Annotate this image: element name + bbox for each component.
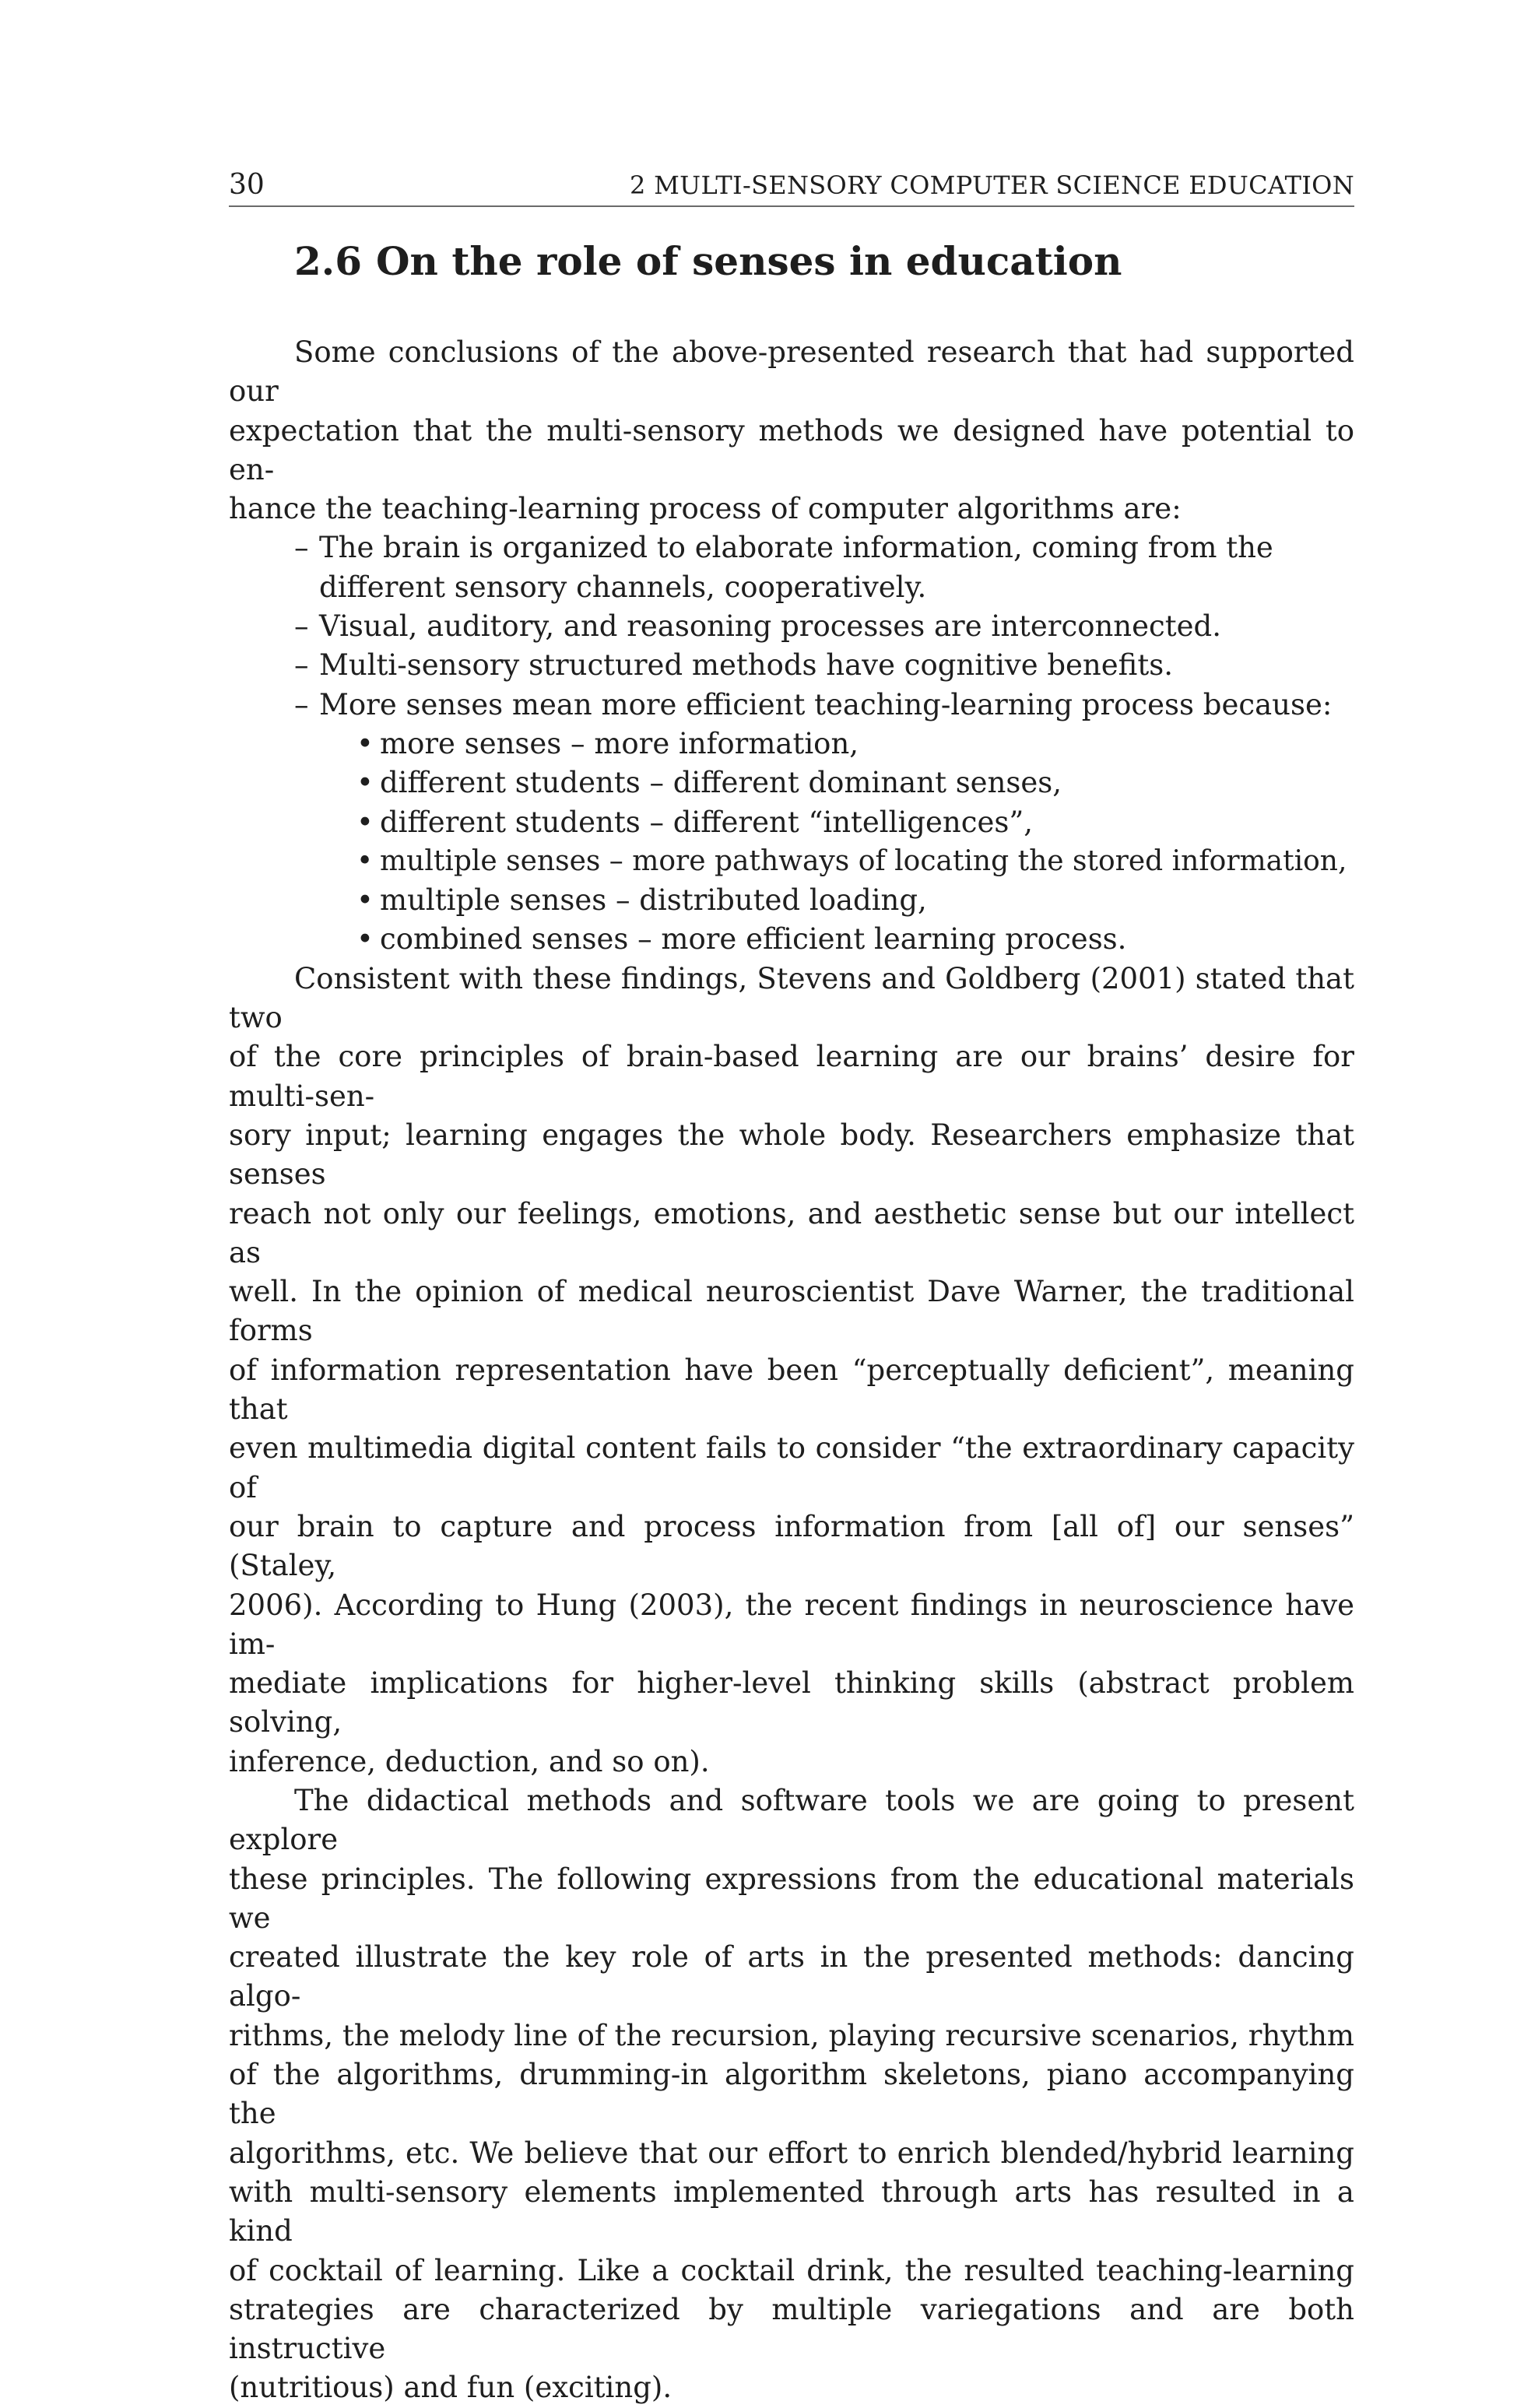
dash-marker: –: [294, 648, 309, 683]
section-title: On the role of senses in education: [376, 238, 1122, 284]
section-number: 2.6: [294, 238, 362, 284]
list-item: [356, 803, 1354, 842]
list-item-text: multiple senses – more pathways of locating the stored information,: [380, 844, 1347, 877]
paragraph-line: inference, deduction, and so on).: [229, 1744, 710, 1778]
list-item: [294, 528, 1354, 607]
list-item-text: combined senses – more efficient learning process.: [380, 922, 1127, 957]
list-item-text: More senses mean more efficient teaching-learning process because:: [319, 687, 1333, 721]
list-item: [356, 763, 1354, 802]
bullet-marker: •: [356, 726, 374, 760]
paragraph-didactical-methods: [229, 1781, 1354, 2408]
list-item-text: different students – different dominant senses,: [380, 766, 1062, 800]
bullet-marker: •: [356, 883, 374, 918]
paragraph-line: rithms, the melody line of the recursion, playing recursive scenarios, rhythm: [229, 2018, 1354, 2052]
paragraph-line: these principles. The following expressions from the educational materials we: [229, 1862, 1354, 1935]
paragraph-line: even multimedia digital content fails to consider “the extraordinary capacity of: [229, 1431, 1354, 1504]
paragraph-line: strategies are characterized by multiple variegations and are both instructive: [229, 2292, 1354, 2366]
bullet-marker: •: [356, 922, 374, 957]
paragraph-line: expectation that the multi-sensory methods we designed have potential to en-: [229, 413, 1354, 486]
bullet-marker: •: [356, 766, 374, 800]
paragraph-intro: [229, 333, 1354, 528]
paragraph-line: of the algorithms, drumming-in algorithm skeletons, piano accompanying the: [229, 2058, 1354, 2131]
paragraph-line: mediate implications for higher-level thinking skills (abstract problem solving,: [229, 1666, 1354, 1739]
paragraph-line: created illustrate the key role of arts in the presented methods: dancing algo-: [229, 1940, 1354, 2013]
paragraph-line: our brain to capture and process information from [all of] our senses” (Staley,: [229, 1509, 1354, 1583]
paragraph-line: Consistent with these findings, Stevens and Goldberg (2001) stated that two: [229, 961, 1354, 1035]
paragraph-line: The didactical methods and software tools we are going to present explore: [229, 1783, 1354, 1857]
list-item: [294, 607, 1354, 646]
paragraph-line: 2006). According to Hung (2003), the recent findings in neuroscience have im-: [229, 1588, 1354, 1661]
book-page: [229, 165, 1354, 2408]
bullet-marker: •: [356, 805, 374, 839]
list-item-text: multiple senses – distributed loading,: [380, 883, 927, 918]
dash-marker: –: [294, 531, 309, 565]
list-item: [356, 842, 1354, 881]
list-item: [356, 725, 1354, 763]
paragraph-line: reach not only our feelings, emotions, and aesthetic sense but our intellect as: [229, 1196, 1354, 1269]
body-text: [229, 333, 1354, 2408]
list-item-text: Visual, auditory, and reasoning processes are interconnected.: [319, 609, 1221, 644]
paragraph-line: well. In the opinion of medical neuroscientist Dave Warner, the traditional forms: [229, 1275, 1354, 1348]
paragraph-line: hance the teaching-learning process of computer algorithms are:: [229, 492, 1182, 526]
section-heading: [294, 237, 1354, 286]
chapter-title: 2 MULTI-SENSORY COMPUTER SCIENCE EDUCATION: [629, 170, 1354, 200]
list-item-text: The brain is organized to elaborate information, coming from the different sensory channels, cooperatively.: [319, 531, 1273, 604]
paragraph-line: of cocktail of learning. Like a cocktail drink, the resulted teaching-learning: [229, 2253, 1354, 2287]
dash-marker: –: [294, 687, 309, 721]
list-item: [294, 646, 1354, 685]
bullet-marker: •: [356, 844, 374, 877]
paragraph-line: algorithms, etc. We believe that our effort to enrich blended/hybrid learning: [229, 2136, 1354, 2170]
running-head: [229, 165, 1354, 207]
reasons-list: [229, 725, 1354, 960]
list-item-text: Multi-sensory structured methods have cognitive benefits.: [319, 648, 1173, 683]
paragraph-line: of the core principles of brain-based learning are our brains’ desire for multi-sen-: [229, 1040, 1354, 1113]
paragraph-line: Some conclusions of the above-presented research that had supported our: [229, 335, 1354, 409]
paragraph-brain-based-learning: [229, 960, 1354, 1781]
list-item-text: more senses – more information,: [380, 726, 859, 760]
list-item-text: different students – different “intelligences”,: [380, 805, 1034, 839]
paragraph-line: sory input; learning engages the whole body. Researchers emphasize that senses: [229, 1118, 1354, 1192]
list-item: [356, 881, 1354, 920]
list-item: [294, 686, 1354, 725]
page-number: 30: [229, 169, 265, 201]
paragraph-line: of information representation have been “perceptually deficient”, meaning that: [229, 1353, 1354, 1427]
list-item: [356, 920, 1354, 959]
paragraph-line: with multi-sensory elements implemented through arts has resulted in a kind: [229, 2175, 1354, 2248]
conclusions-list: [229, 528, 1354, 724]
paragraph-line: (nutritious) and fun (exciting).: [229, 2371, 672, 2405]
dash-marker: –: [294, 609, 309, 644]
